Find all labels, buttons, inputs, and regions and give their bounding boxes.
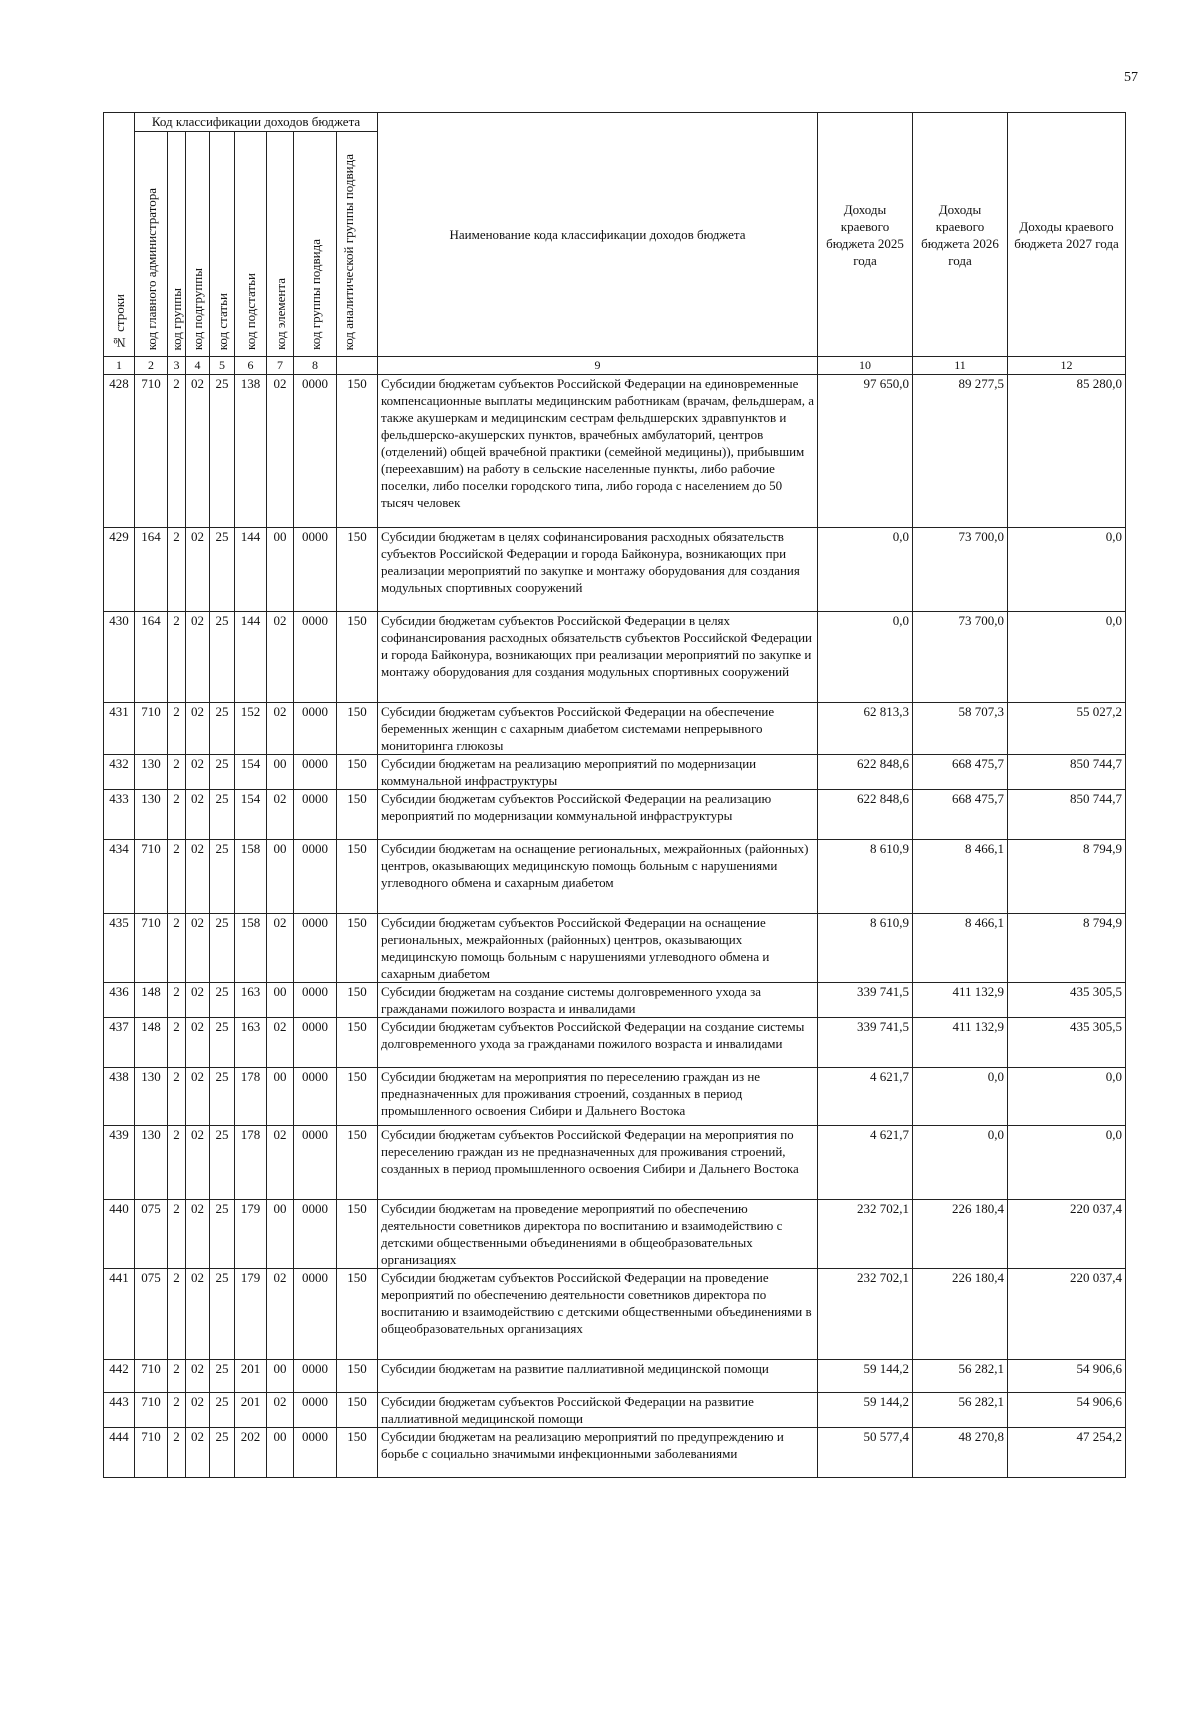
article-code-cell: 25 [210,1068,235,1126]
group-code-cell: 2 [168,612,186,703]
row-number-cell: 436 [104,983,135,1018]
article-code-header: код статьи [210,132,235,357]
element-code-cell: 00 [267,840,294,914]
income-2026-cell: 411 132,9 [913,983,1008,1018]
subtype-group-code-cell: 0000 [294,1126,337,1200]
element-code-cell: 02 [267,914,294,983]
subtype-group-code-cell: 0000 [294,840,337,914]
analytic-group-code-cell: 150 [337,840,378,914]
admin-code-cell: 148 [135,983,168,1018]
element-code-cell: 02 [267,1126,294,1200]
income-2027-cell: 435 305,5 [1008,1018,1126,1068]
income-2027-cell: 54 906,6 [1008,1393,1126,1428]
subarticle-code-cell: 154 [235,790,267,840]
code-name-cell: Субсидии бюджетам на мероприятия по переселению граждан из не предназначенных для проживания строений, созданных в период промышленного освоения Сибири и Дальнего Востока [378,1068,818,1126]
income-2025-cell: 97 650,0 [818,375,913,528]
page-number: 57 [1124,70,1138,85]
analytic-group-code-cell: 150 [337,914,378,983]
article-code-cell: 25 [210,528,235,612]
subtype-group-code-cell: 0000 [294,1018,337,1068]
income-2027-cell: 85 280,0 [1008,375,1126,528]
code-name-cell: Субсидии бюджетам субъектов Российской Федерации на единовременные компенсационные выплаты медицинским работникам (врачам, фельдшерам, а также акушеркам и медицинским сестрам фельдшерских здравпунктов и фельдшерско-акушерских пунктов, врачебных амбулаторий, центров (отделений) общей врачебной практики (семейной медицины)), прибывшим (переехавшим) на работу в сельские населенные пункты, либо рабочие поселки, либо поселки городского типа, либо города с населением до 50 тысяч человек [378,375,818,528]
article-code-cell: 25 [210,1269,235,1360]
analytic-group-code-cell: 150 [337,1018,378,1068]
income-2025-cell: 232 702,1 [818,1269,913,1360]
row-number-cell: 429 [104,528,135,612]
element-code-header: код элемента [267,132,294,357]
subarticle-code-cell: 201 [235,1360,267,1393]
subarticle-code-cell: 178 [235,1126,267,1200]
table-row [104,375,1126,528]
subarticle-code-cell: 158 [235,840,267,914]
income-2025-cell: 339 741,5 [818,1018,913,1068]
analytic-group-code-cell: 150 [337,703,378,755]
article-code-cell: 25 [210,375,235,528]
analytic-group-code-cell: 150 [337,1393,378,1428]
income-2027-cell: 8 794,9 [1008,840,1126,914]
table-row [104,612,1126,703]
income-2025-cell: 59 144,2 [818,1360,913,1393]
income-2026-cell: 668 475,7 [913,790,1008,840]
code-name-cell: Субсидии бюджетам субъектов Российской Федерации на создание системы долговременного ухода за гражданами пожилого возраста и инвалидами [378,1018,818,1068]
income-2025-cell: 0,0 [818,612,913,703]
article-code-cell: 25 [210,1393,235,1428]
budget-table [103,112,1126,1478]
row-number-cell: 433 [104,790,135,840]
analytic-group-code-cell: 150 [337,1126,378,1200]
admin-code-cell: 130 [135,755,168,790]
income-2026-cell: 0,0 [913,1126,1008,1200]
group-code-cell: 2 [168,703,186,755]
table-row [104,1068,1126,1126]
row-number-cell: 430 [104,612,135,703]
table-row [104,1393,1126,1428]
admin-code-cell: 710 [135,375,168,528]
subtype-group-code-cell: 0000 [294,703,337,755]
group-code-cell: 2 [168,528,186,612]
code-name-cell: Субсидии бюджетам на оснащение региональных, межрайонных (районных) центров, оказывающих медицинскую помощь больным с нарушениями углеводного обмена и сахарным диабетом [378,840,818,914]
subgroup-code-cell: 02 [186,1126,210,1200]
subarticle-code-cell: 144 [235,612,267,703]
row-number-cell: 434 [104,840,135,914]
row-number-cell: 444 [104,1428,135,1478]
income-2025-cell: 50 577,4 [818,1428,913,1478]
income-2025-cell: 232 702,1 [818,1200,913,1269]
income-2027-cell: 220 037,4 [1008,1200,1126,1269]
code-name-cell: Субсидии бюджетам на создание системы долговременного ухода за гражданами пожилого возраста и инвалидами [378,983,818,1018]
classification-code-header: Код классификации доходов бюджета [135,113,378,132]
income-2027-cell: 0,0 [1008,1126,1126,1200]
subgroup-code-cell: 02 [186,528,210,612]
row-number-cell: 428 [104,375,135,528]
income-2026-cell: 8 466,1 [913,840,1008,914]
subtype-group-code-cell: 0000 [294,1068,337,1126]
element-code-cell: 02 [267,1393,294,1428]
element-code-cell: 00 [267,1360,294,1393]
element-code-cell: 02 [267,612,294,703]
group-code-cell: 2 [168,914,186,983]
column-number: 4 [186,357,210,375]
income-2027-cell: 0,0 [1008,612,1126,703]
element-code-cell: 00 [267,1200,294,1269]
group-code-cell: 2 [168,983,186,1018]
income-2026-cell: 48 270,8 [913,1428,1008,1478]
income-2026-cell: 226 180,4 [913,1200,1008,1269]
subtype-group-code-cell: 0000 [294,1428,337,1478]
row-number-cell: 437 [104,1018,135,1068]
income-2027-cell: 55 027,2 [1008,703,1126,755]
income-2027-cell: 850 744,7 [1008,790,1126,840]
income-2026-cell: 411 132,9 [913,1018,1008,1068]
income-2027-cell: 54 906,6 [1008,1360,1126,1393]
column-number-row [104,357,1126,375]
row-number-cell: 435 [104,914,135,983]
income-2027-cell: 8 794,9 [1008,914,1126,983]
row-number-header: № строки [104,113,135,357]
subarticle-code-cell: 144 [235,528,267,612]
article-code-cell: 25 [210,840,235,914]
group-code-cell: 2 [168,1360,186,1393]
subgroup-code-cell: 02 [186,983,210,1018]
element-code-cell: 02 [267,1018,294,1068]
income-2026-cell: 226 180,4 [913,1269,1008,1360]
group-code-cell: 2 [168,1200,186,1269]
subarticle-code-cell: 158 [235,914,267,983]
row-number-cell: 442 [104,1360,135,1393]
income-2026-cell: 0,0 [913,1068,1008,1126]
subgroup-code-cell: 02 [186,1360,210,1393]
column-number: 7 [267,357,294,375]
element-code-cell: 00 [267,1428,294,1478]
column-number: 8 [294,357,337,375]
subtype-group-code-cell: 0000 [294,983,337,1018]
analytic-group-code-cell: 150 [337,1360,378,1393]
subtype-group-code-cell: 0000 [294,1393,337,1428]
admin-code-cell: 075 [135,1200,168,1269]
income-2026-cell: 56 282,1 [913,1360,1008,1393]
group-code-cell: 2 [168,1018,186,1068]
subarticle-code-cell: 138 [235,375,267,528]
article-code-cell: 25 [210,790,235,840]
group-code-header: код группы [168,132,186,357]
element-code-cell: 02 [267,375,294,528]
code-name-cell: Субсидии бюджетам на развитие паллиативной медицинской помощи [378,1360,818,1393]
analytic-group-code-cell: 150 [337,528,378,612]
article-code-cell: 25 [210,1428,235,1478]
analytic-group-code-cell: 150 [337,1200,378,1269]
income-2025-cell: 622 848,6 [818,755,913,790]
subgroup-code-cell: 02 [186,1068,210,1126]
income-2026-cell: 73 700,0 [913,612,1008,703]
analytic-group-code-cell: 150 [337,375,378,528]
table-row [104,1269,1126,1360]
income-2025-cell: 339 741,5 [818,983,913,1018]
article-code-cell: 25 [210,1200,235,1269]
income-2026-cell: 56 282,1 [913,1393,1008,1428]
admin-code-cell: 130 [135,790,168,840]
subarticle-code-cell: 201 [235,1393,267,1428]
income-2027-cell: 0,0 [1008,1068,1126,1126]
admin-code-cell: 164 [135,612,168,703]
article-code-cell: 25 [210,1360,235,1393]
table-row [104,840,1126,914]
table-row [104,914,1126,983]
subtype-group-code-cell: 0000 [294,1360,337,1393]
admin-code-cell: 075 [135,1269,168,1360]
article-code-cell: 25 [210,1126,235,1200]
element-code-cell: 00 [267,1068,294,1126]
subgroup-code-cell: 02 [186,1269,210,1360]
analytic-group-code-cell: 150 [337,612,378,703]
column-number: 2 [135,357,168,375]
column-number [337,357,378,375]
income-2025-cell: 622 848,6 [818,790,913,840]
column-number: 3 [168,357,186,375]
subtype-group-code-cell: 0000 [294,528,337,612]
row-number-cell: 439 [104,1126,135,1200]
table-row [104,1360,1126,1393]
column-number: 6 [235,357,267,375]
article-code-cell: 25 [210,755,235,790]
subgroup-code-cell: 02 [186,1018,210,1068]
analytic-group-code-header: код аналитической группы подвида [337,132,378,357]
admin-code-cell: 710 [135,1393,168,1428]
analytic-group-code-cell: 150 [337,983,378,1018]
admin-code-cell: 148 [135,1018,168,1068]
row-number-cell: 441 [104,1269,135,1360]
table-row [104,983,1126,1018]
income-2026-cell: 73 700,0 [913,528,1008,612]
table-row [104,528,1126,612]
admin-code-cell: 130 [135,1068,168,1126]
group-code-cell: 2 [168,1428,186,1478]
group-code-cell: 2 [168,1269,186,1360]
column-number: 12 [1008,357,1126,375]
article-code-cell: 25 [210,1018,235,1068]
code-name-cell: Субсидии бюджетам субъектов Российской Федерации на обеспечение беременных женщин с сахарным диабетом системами непрерывного мониторинга глюкозы [378,703,818,755]
group-code-cell: 2 [168,1126,186,1200]
table-row [104,1200,1126,1269]
code-name-cell: Субсидии бюджетам субъектов Российской Федерации на мероприятия по переселению граждан из не предназначенных для проживания строений, созданных в период промышленного освоения Сибири и Дальнего Востока [378,1126,818,1200]
column-number: 5 [210,357,235,375]
income-2025-cell: 0,0 [818,528,913,612]
group-code-cell: 2 [168,375,186,528]
subarticle-code-cell: 163 [235,983,267,1018]
income-2025-cell: 4 621,7 [818,1126,913,1200]
admin-code-cell: 710 [135,1360,168,1393]
subgroup-code-cell: 02 [186,1428,210,1478]
table-row [104,703,1126,755]
column-number: 10 [818,357,913,375]
code-name-header: Наименование кода классификации доходов бюджета [378,113,818,357]
table-row [104,790,1126,840]
element-code-cell: 02 [267,790,294,840]
table-row [104,1126,1126,1200]
element-code-cell: 00 [267,983,294,1018]
subgroup-code-cell: 02 [186,755,210,790]
subgroup-code-cell: 02 [186,612,210,703]
income-2027-cell: 220 037,4 [1008,1269,1126,1360]
subgroup-code-cell: 02 [186,840,210,914]
subgroup-code-cell: 02 [186,1393,210,1428]
row-number-cell: 431 [104,703,135,755]
subgroup-code-cell: 02 [186,914,210,983]
element-code-cell: 00 [267,528,294,612]
article-code-cell: 25 [210,914,235,983]
subgroup-code-cell: 02 [186,375,210,528]
income-2027-cell: 0,0 [1008,528,1126,612]
column-number: 11 [913,357,1008,375]
income-2025-header: Доходы краевого бюджета 2025 года [818,113,913,357]
admin-code-cell: 710 [135,840,168,914]
income-2025-cell: 8 610,9 [818,840,913,914]
income-2025-cell: 8 610,9 [818,914,913,983]
subgroup-code-header: код подгруппы [186,132,210,357]
code-name-cell: Субсидии бюджетам на реализацию мероприятий по модернизации коммунальной инфраструктуры [378,755,818,790]
code-name-cell: Субсидии бюджетам в целях софинансирования расходных обязательств субъектов Российской Федерации и города Байконура, возникающих при реализации мероприятий по закупке и монтажу оборудования для создания модульных спортивных сооружений [378,528,818,612]
income-2026-cell: 89 277,5 [913,375,1008,528]
income-2027-cell: 47 254,2 [1008,1428,1126,1478]
income-2025-cell: 4 621,7 [818,1068,913,1126]
subgroup-code-cell: 02 [186,790,210,840]
analytic-group-code-cell: 150 [337,790,378,840]
income-2026-cell: 8 466,1 [913,914,1008,983]
code-name-cell: Субсидии бюджетам субъектов Российской Федерации на развитие паллиативной медицинской помощи [378,1393,818,1428]
article-code-cell: 25 [210,612,235,703]
subtype-group-code-cell: 0000 [294,375,337,528]
group-code-cell: 2 [168,1068,186,1126]
subtype-group-code-header: код группы подвида [294,132,337,357]
income-2026-header: Доходы краевого бюджета 2026 года [913,113,1008,357]
income-2027-header: Доходы краевого бюджета 2027 года [1008,113,1126,357]
element-code-cell: 02 [267,1269,294,1360]
subarticle-code-cell: 179 [235,1200,267,1269]
group-code-cell: 2 [168,840,186,914]
subgroup-code-cell: 02 [186,1200,210,1269]
code-name-cell: Субсидии бюджетам на проведение мероприятий по обеспечению деятельности советников директора по воспитанию и взаимодействию с детскими общественными объединениями в общеобразовательных организациях [378,1200,818,1269]
group-code-cell: 2 [168,790,186,840]
article-code-cell: 25 [210,983,235,1018]
code-name-cell: Субсидии бюджетам субъектов Российской Федерации в целях софинансирования расходных обязательств субъектов Российской Федерации и города Байконура, возникающих при реализации мероприятий по закупке и монтажу оборудования для создания модульных спортивных сооружений [378,612,818,703]
subtype-group-code-cell: 0000 [294,1200,337,1269]
admin-code-cell: 710 [135,1428,168,1478]
subarticle-code-cell: 154 [235,755,267,790]
table-row [104,1018,1126,1068]
admin-code-cell: 130 [135,1126,168,1200]
group-code-cell: 2 [168,755,186,790]
income-2026-cell: 668 475,7 [913,755,1008,790]
admin-code-cell: 710 [135,914,168,983]
row-number-cell: 438 [104,1068,135,1126]
code-name-cell: Субсидии бюджетам субъектов Российской Федерации на проведение мероприятий по обеспечению деятельности советников директора по воспитанию и взаимодействию с детскими общественными объединениями в общеобразовательных организациях [378,1269,818,1360]
income-2026-cell: 58 707,3 [913,703,1008,755]
income-2025-cell: 59 144,2 [818,1393,913,1428]
subgroup-code-cell: 02 [186,703,210,755]
subarticle-code-header: код подстатьи [235,132,267,357]
admin-code-cell: 710 [135,703,168,755]
code-name-cell: Субсидии бюджетам субъектов Российской Федерации на реализацию мероприятий по модернизации коммунальной инфраструктуры [378,790,818,840]
code-name-cell: Субсидии бюджетам субъектов Российской Федерации на оснащение региональных, межрайонных (районных) центров, оказывающих медицинскую помощь больным с нарушениями углеводного обмена и сахарным диабетом [378,914,818,983]
article-code-cell: 25 [210,703,235,755]
subarticle-code-cell: 179 [235,1269,267,1360]
table-row [104,1428,1126,1478]
analytic-group-code-cell: 150 [337,1428,378,1478]
subtype-group-code-cell: 0000 [294,914,337,983]
subtype-group-code-cell: 0000 [294,790,337,840]
subtype-group-code-cell: 0000 [294,612,337,703]
income-2027-cell: 850 744,7 [1008,755,1126,790]
analytic-group-code-cell: 150 [337,1068,378,1126]
admin-code-header: код главного администратора [135,132,168,357]
subarticle-code-cell: 178 [235,1068,267,1126]
group-code-cell: 2 [168,1393,186,1428]
income-2027-cell: 435 305,5 [1008,983,1126,1018]
subarticle-code-cell: 152 [235,703,267,755]
subarticle-code-cell: 163 [235,1018,267,1068]
row-number-cell: 443 [104,1393,135,1428]
subtype-group-code-cell: 0000 [294,755,337,790]
admin-code-cell: 164 [135,528,168,612]
subarticle-code-cell: 202 [235,1428,267,1478]
subtype-group-code-cell: 0000 [294,1269,337,1360]
row-number-cell: 432 [104,755,135,790]
column-number: 1 [104,357,135,375]
analytic-group-code-cell: 150 [337,1269,378,1360]
table-row [104,755,1126,790]
analytic-group-code-cell: 150 [337,755,378,790]
element-code-cell: 02 [267,703,294,755]
row-number-cell: 440 [104,1200,135,1269]
element-code-cell: 00 [267,755,294,790]
code-name-cell: Субсидии бюджетам на реализацию мероприятий по предупреждению и борьбе с социально значимыми инфекционными заболеваниями [378,1428,818,1478]
column-number: 9 [378,357,818,375]
income-2025-cell: 62 813,3 [818,703,913,755]
